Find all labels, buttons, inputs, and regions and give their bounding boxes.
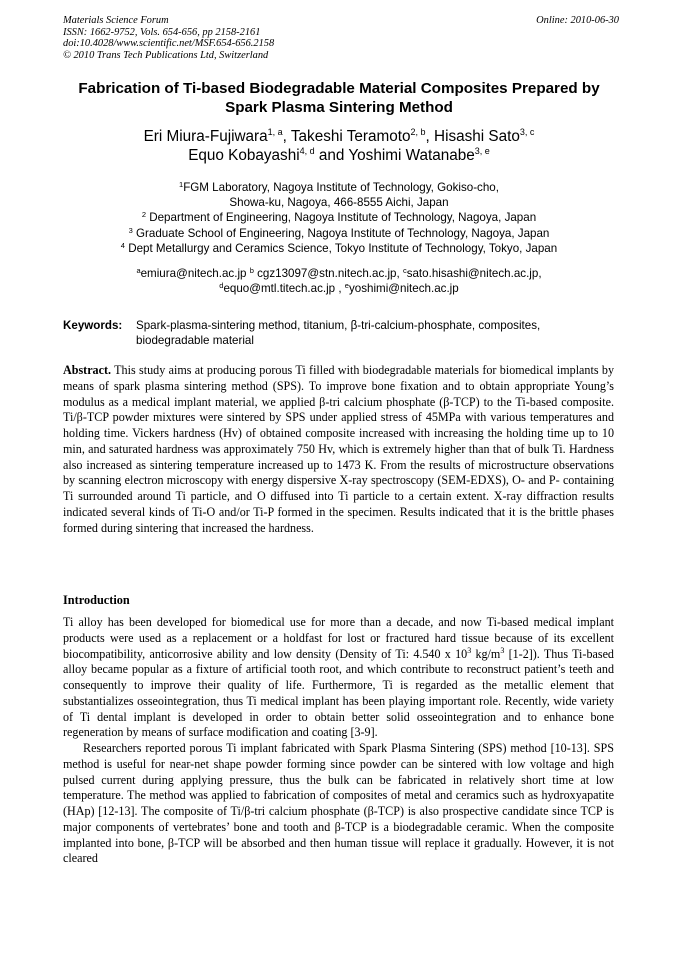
journal-header [63,15,619,61]
section-heading: Introduction [63,593,130,607]
online-date: Online: 2010-06-30 [536,15,619,26]
affiliation-2: $^2$ Department of Engineering, Nagoya Institute of Technology, Nagoya, Japan [141,210,537,225]
abstract-label: Abstract. [63,363,112,377]
email-link[interactable]: yoshimi@nitech.ac.jp [348,282,459,296]
email-link[interactable]: equo@mtl.titech.ac.jp , [223,282,345,296]
affiliation-1-cont: Showa-ku, Nagoya, 466-8555 Aichi, Japan [229,196,449,210]
affiliation-4: $^4$ Dept Metallurgy and Ceramics Science, Tokyo Institute of Technology, Tokyo, Japan [120,240,558,255]
paragraph: Researchers reported porous Ti implant fabricated with Spark Plasma Sintering (SPS) method [10-13]. SPS method is useful for near-net shape powder forming since powder can be sintered with low voltage and high pulsed current during applying pressure, thus the bulk can be fabricated in relatively short time at low temperature. The method was applied to fabrication of composites of metal and ceramics such as hydroxyapatite (HAp) [12-13]. The composite of Ti/β-tri calcium phosphate (β-TCP) is also prospective candidate since TCP is major components of vertebrates’ bone and tooth and β-TCP is a biodegradable ceramic. When the composite implanted into bone, β-TCP will be absorbed and then human tissue will replace it gradually. However, it is not cleared [63,741,614,866]
author-list: Eri Miura-Fujiwara$^{1, a}$, Takeshi Teramoto$^{2, b}$, Hisashi Sato$^{3, c}$ Equo Kobayashi$^{4, d}$ and Yoshimi Watanabe$^{3, e}$ [143,127,535,164]
abstract [63,363,614,536]
copyright: © 2010 Trans Tech Publications Ltd, Switzerland [63,49,269,61]
doi: doi:10.4028/www.scientific.net/MSF.654-656.2158 [63,38,275,50]
author-name: Hisashi Sato [434,128,520,145]
paragraph: Ti alloy has been developed for biomedical use for more than a decade, and now Ti-based medical implant products were used as a replacement or a holdfast for lost or fractured hard tissue because of its excellent biocompatibility, anticorrosive ability and low density (Density of Ti: 4.540 x $10^3$ $kg/m^3$ [1-2]). Thus Ti-based alloy became popular as a fixture of artificial tooth root, and which contribute to reconstruct patient’s teeth and consequently to improve their quality of life. Furthermore, Ti is regarded as the metallic element that substantializes osseointegration, thus Ti medical implant has been playing important role. Recently, wide variety of Ti dental implant is developed in order to obtain better solid osseointegration and to enhance bone regeneration by means of surface modification and coating [3-9]. [63,615,614,740]
author-name: Takeshi Teramoto [290,128,411,145]
journal-name: Materials Science Forum [63,15,169,26]
author-name: Yoshimi Watanabe [348,147,475,164]
email-link[interactable]: sato.hisashi@nitech.ac.jp, [406,267,542,280]
introduction-body [63,615,614,867]
abstract-text: This study aims at producing porous Ti filled with biodegradable materials for biomedical implants by means of spark plasma sintering method (SPS). To improve bone fixation and to obtain appropriate Young’s modulus as a medical implant material, we applied β-tri calcium phosphate (β-TCP) to the Ti-based composite. Ti/β-TCP powder mixtures were sintered by SPS under applied stress of 45MPa with various temperatures and holding time. Vickers hardness (Hv) of obtained composite increased with increasing the holding time up to 10 min, and saturated hardness was approximately 750 Hv, which is extremely higher than that of bulk Ti. Hardness also increased as sintering temperature increased up to 1473 K. From the results of microstructure observations by scanning electron microscopy with energy dispersive X-ray spectroscopy (SEM-EDXS), O- and P- containing Ti surrounded around Ti particle, and O diffused into Ti particle to a certain extent. X-ray diffraction results indicated several kinds of Ti-O and/or Ti-P formed in the specimen. Results indicated that it is the brittle phases formed during sintering that increased the hardness. [63,363,614,535]
paper-title: Fabrication of Ti-based Biodegradable Material Composites Prepared by Spark Plasma Sintering Method [78,80,600,116]
keywords-text: Spark-plasma-sintering method, titanium, β-tri-calcium-phosphate, composites, biodegradable material [136,319,541,348]
email-link[interactable]: cgz13097@stn.nitech.ac.jp, [253,267,403,280]
keywords-label: Keywords: [63,319,123,332]
affiliation-1: $^1$FGM Laboratory, Nagoya Institute of Technology, Gokiso-cho, [179,180,499,194]
author-name: Eri Miura-Fujiwara [143,128,268,145]
email-link[interactable]: emiura@nitech.ac.jp [140,267,247,280]
author-name: Equo Kobayashi [188,147,300,164]
author-emails: $^a$emiura@nitech.ac.jp $^b$ cgz13097@stn.nitech.ac.jp, $^c$sato.hisashi@nitech.ac.jp, $^d$equo@mtl.titech.ac.jp , $^e$yoshimi@nitech.ac.jp [136,266,542,296]
affiliation-3: $^3$ Graduate School of Engineering, Nagoya Institute of Technology, Nagoya, Japan [128,225,550,240]
issn: ISSN: 1662-9752, Vols. 654-656, pp 2158-2161 [63,26,261,38]
affiliations [40,180,638,256]
